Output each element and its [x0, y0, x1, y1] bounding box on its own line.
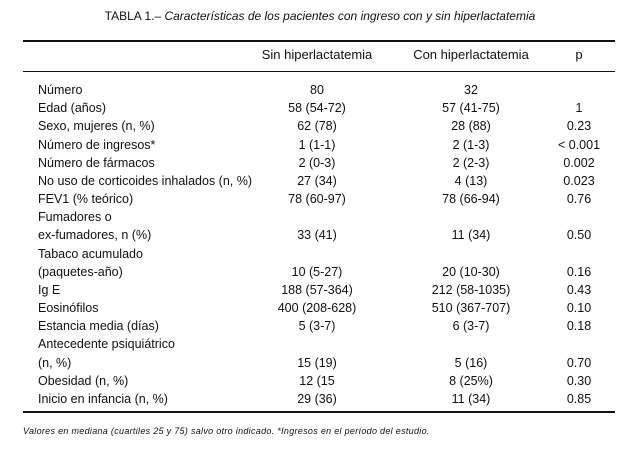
header-con-hiperlactatemia: Con hiperlactatemia: [413, 47, 529, 62]
table-title: Características de los pacientes con ingreso con y sin hiperlactatemia: [164, 9, 536, 23]
cell-p-value: 0.18: [566, 319, 592, 333]
cell-p-value: 0.70: [566, 356, 592, 370]
cell-con-hiperlactatemia: 11 (34): [451, 392, 491, 406]
cell-p-value: 0.30: [566, 374, 592, 388]
cell-p-value: 0.43: [566, 283, 592, 297]
cell-sin-hiperlactatemia: 5 (3-7): [298, 319, 336, 333]
row-label: (paquetes-año): [38, 265, 123, 279]
cell-sin-hiperlactatemia: 15 (19): [297, 356, 337, 370]
cell-con-hiperlactatemia: 20 (10-30): [442, 265, 500, 279]
cell-sin-hiperlactatemia: 80: [310, 83, 324, 97]
bottom-rule: [23, 411, 615, 413]
cell-con-hiperlactatemia: 212 (58-1035): [431, 283, 511, 297]
cell-sin-hiperlactatemia: 33 (41): [297, 228, 337, 242]
top-rule: [23, 40, 615, 42]
cell-p-value: 0.23: [566, 119, 592, 133]
cell-sin-hiperlactatemia: 27 (34): [297, 174, 337, 188]
cell-p-value: < 0.001: [557, 138, 601, 152]
row-label: Antecedente psiquiátrico: [38, 337, 175, 351]
cell-con-hiperlactatemia: 32: [464, 83, 478, 97]
cell-p-value: 0.50: [566, 228, 592, 242]
row-label: Fumadores o: [38, 210, 112, 224]
cell-p-value: 0.023: [563, 174, 595, 188]
cell-sin-hiperlactatemia: 62 (78): [297, 119, 337, 133]
cell-sin-hiperlactatemia: 10 (5-27): [291, 265, 343, 279]
cell-con-hiperlactatemia: 2 (2-3): [452, 156, 490, 170]
row-label: Obesidad (n, %): [38, 374, 129, 388]
header-sin-hiperlactatemia: Sin hiperlactatemia: [261, 47, 373, 62]
cell-p-value: 0.76: [566, 192, 592, 206]
cell-p-value: 0.85: [566, 392, 592, 406]
cell-con-hiperlactatemia: 11 (34): [451, 228, 491, 242]
row-label: Estancia media (días): [38, 319, 159, 333]
header-p-value: p: [575, 47, 583, 62]
cell-sin-hiperlactatemia: 1 (1-1): [298, 138, 336, 152]
cell-sin-hiperlactatemia: 12 (15: [299, 374, 335, 388]
cell-con-hiperlactatemia: 28 (88): [451, 119, 491, 133]
cell-sin-hiperlactatemia: 188 (57-364): [281, 283, 353, 297]
row-label: (n, %): [38, 356, 72, 370]
cell-sin-hiperlactatemia: 78 (60-97): [288, 192, 346, 206]
row-label: Eosinófilos: [38, 301, 99, 315]
cell-p-value: 0.002: [563, 156, 595, 170]
row-label: Ig E: [38, 283, 61, 297]
row-label: ex-fumadores, n (%): [38, 228, 152, 242]
row-label: FEV1 (% teórico): [38, 192, 134, 206]
row-label: Número de ingresos*: [38, 138, 156, 152]
table-number: TABLA 1.–: [104, 9, 165, 23]
cell-p-value: 1: [575, 101, 583, 115]
cell-con-hiperlactatemia: 5 (16): [454, 356, 488, 370]
cell-sin-hiperlactatemia: 58 (54-72): [288, 101, 346, 115]
cell-sin-hiperlactatemia: 29 (36): [297, 392, 337, 406]
row-label: Inicio en infancia (n, %): [38, 392, 168, 406]
row-label: No uso de corticoides inhalados (n, %): [38, 174, 253, 188]
cell-con-hiperlactatemia: 57 (41-75): [442, 101, 500, 115]
cell-sin-hiperlactatemia: 400 (208-628): [277, 301, 357, 315]
table-caption: [0, 9, 640, 23]
cell-con-hiperlactatemia: 8 (25%): [449, 374, 493, 388]
row-label: Edad (años): [38, 101, 107, 115]
row-label: Sexo, mujeres (n, %): [38, 119, 155, 133]
header-rule: [23, 71, 615, 72]
row-label: Número: [38, 83, 83, 97]
table-footnote: Valores en mediana (cuartiles 25 y 75) salvo otro indicado. *Ingresos en el período del estudio.: [23, 426, 430, 436]
cell-con-hiperlactatemia: 78 (66-94): [442, 192, 500, 206]
row-label: Número de fármacos: [38, 156, 155, 170]
cell-p-value: 0.16: [566, 265, 592, 279]
cell-con-hiperlactatemia: 6 (3-7): [452, 319, 490, 333]
cell-con-hiperlactatemia: 4 (13): [454, 174, 488, 188]
cell-con-hiperlactatemia: 510 (367-707): [431, 301, 511, 315]
cell-sin-hiperlactatemia: 2 (0-3): [298, 156, 336, 170]
cell-con-hiperlactatemia: 2 (1-3): [452, 138, 490, 152]
cell-p-value: 0.10: [566, 301, 592, 315]
row-label: Tabaco acumulado: [38, 247, 143, 261]
